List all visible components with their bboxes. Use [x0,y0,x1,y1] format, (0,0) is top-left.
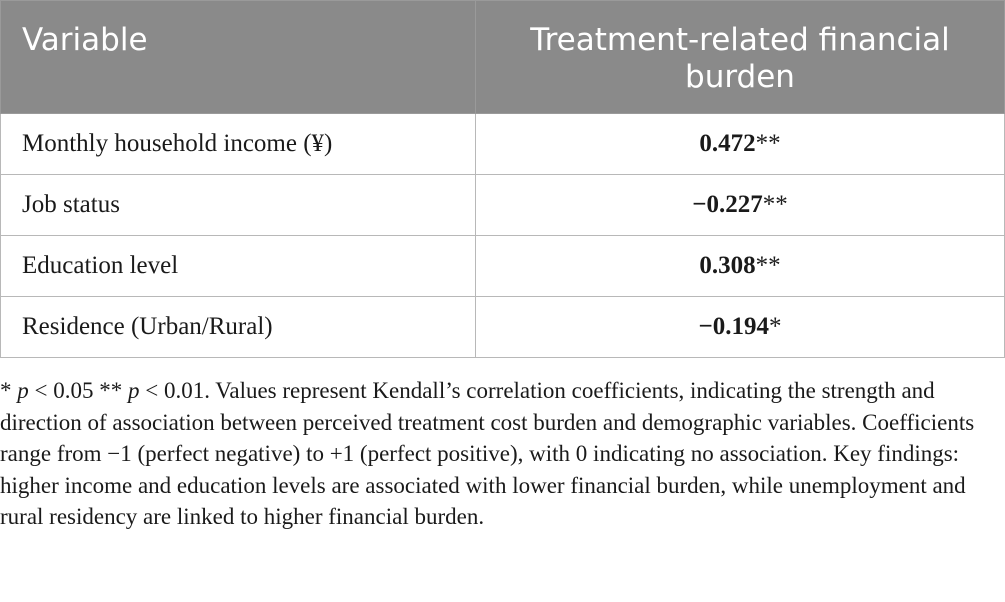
header-variable: Variable [1,1,476,114]
significance-marker: * [769,313,782,340]
header-row [1,1,1005,114]
header-financial-burden [476,1,1005,114]
significance-marker: ** [755,252,781,279]
footnote-sig1-marker: * [0,378,18,403]
row-variable-cell: Monthly household income (¥) [1,114,476,175]
footnote-p-symbol-1: p [17,378,29,403]
row-coefficient-cell [476,236,1005,297]
table-footnote [0,375,1000,533]
footnote-sig1-threshold: < 0.05 ** [28,378,128,403]
table-row [1,175,1005,236]
footnote-text: Values represent Kendall’s correlation coefficients, indicating the strength and direction of association between perceived treatment cost burden and demographic variables. Coefficients range from −1 (perfect negative) to +1 (perfect positive), with 0 indicating no association. Key findings: higher income and education levels are associated with lower financial burden, while unemployment and rural residency are linked to higher financial burden. [0,378,975,529]
footnote-sig2-threshold: < 0.01. [139,378,216,403]
coefficient-value: −0.227 [692,191,763,218]
significance-marker: ** [755,130,781,157]
row-variable-cell: Job status [1,175,476,236]
table-row [1,297,1005,358]
row-coefficient-cell [476,297,1005,358]
table-row [1,236,1005,297]
table-body [1,114,1005,358]
table-row [1,114,1005,175]
coefficient-value: 0.472 [699,130,756,157]
row-coefficient-cell [476,175,1005,236]
coefficient-value: −0.194 [698,313,769,340]
footnote-p-symbol-2: p [127,378,140,403]
header-financial-burden-label: Treatment-related financial burden [530,22,950,95]
row-variable-cell: Residence (Urban/Rural) [1,297,476,358]
significance-marker: ** [762,191,788,218]
table-header [1,1,1005,114]
coefficient-value: 0.308 [699,252,756,279]
row-variable-cell: Education level [1,236,476,297]
row-coefficient-cell [476,114,1005,175]
